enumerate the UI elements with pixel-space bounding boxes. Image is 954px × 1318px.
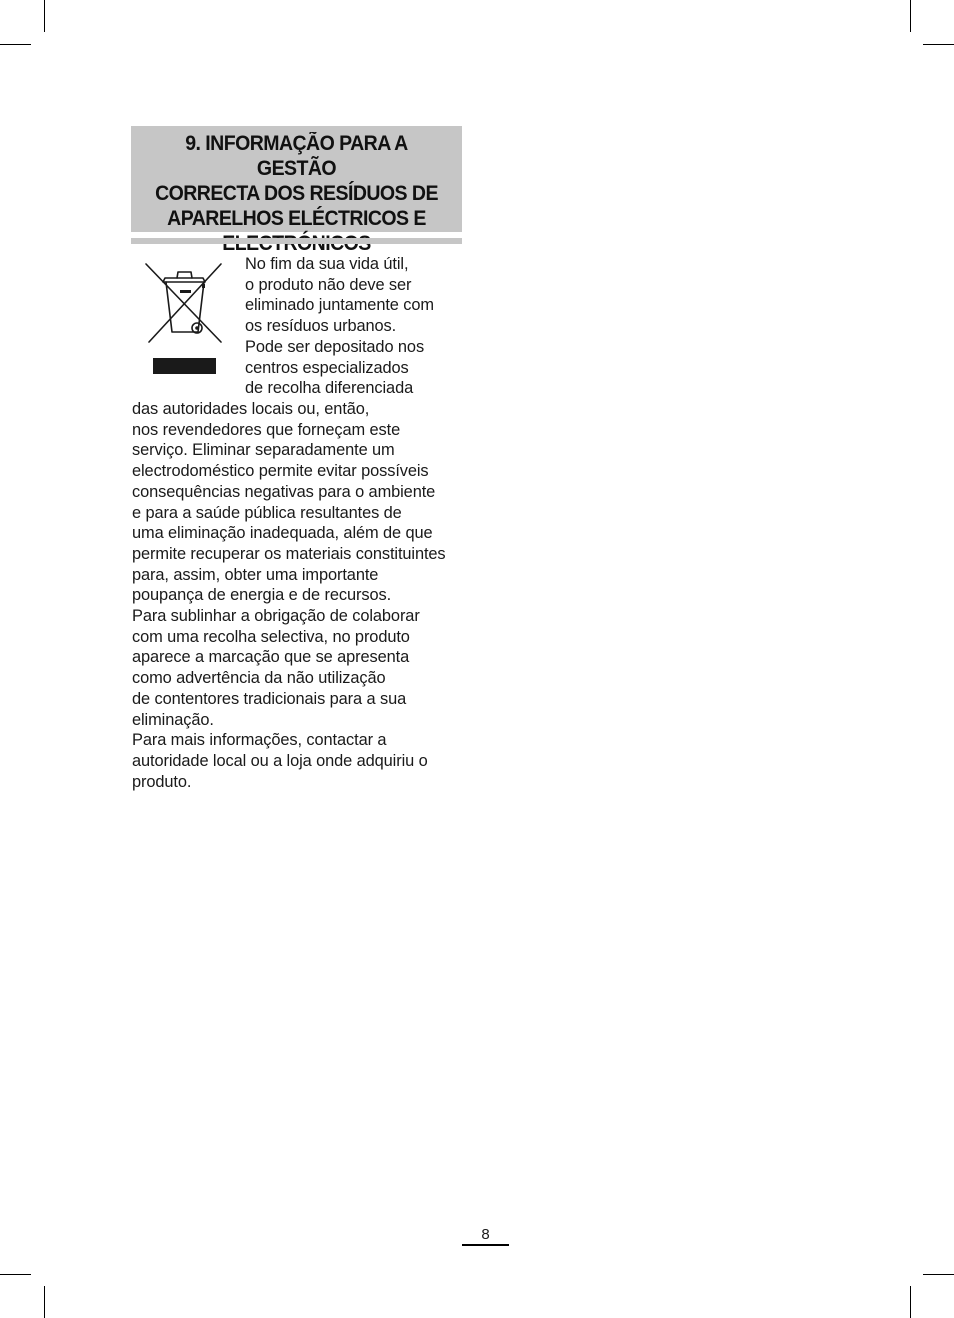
crossed-out-wheelie-bin-icon xyxy=(141,260,227,378)
crop-mark-top-right-horizontal xyxy=(923,44,954,45)
crop-mark-bottom-right-horizontal xyxy=(923,1274,954,1275)
crop-mark-bottom-right-vertical xyxy=(910,1286,911,1318)
page-number-underline xyxy=(462,1244,509,1246)
page-number: 8 xyxy=(481,1226,490,1243)
heading-divider xyxy=(131,238,462,244)
crop-mark-bottom-left-vertical xyxy=(44,1286,45,1318)
crop-mark-top-right-vertical xyxy=(910,0,911,32)
crop-mark-bottom-left-horizontal xyxy=(0,1274,31,1275)
crop-mark-top-left-vertical xyxy=(44,0,45,32)
crop-mark-top-left-horizontal xyxy=(0,44,31,45)
body-text-main: das autoridades locais ou, então, nos revendedores que forneçam este serviço. Eliminar separadamente um electrodoméstico permite evitar possíveis consequências negativas para o ambiente e para a saúde pública resultantes de uma eliminação inadequada, além de que permite recuperar os materiais constituintes para, assim, obter uma importante poupança de energia e de recursos. Para sublinhar a obrigação de colaborar com uma recolha selectiva, no produto aparece a marcação que se apresenta como advertência da não utilização de contentores tradicionais para a sua eliminação. Para mais informações, contactar a autoridade local ou a loja onde adquiriu o produto. xyxy=(132,400,446,791)
section-heading-box xyxy=(131,126,462,232)
body-text-beside-icon: No fim da sua vida útil, o produto não deve ser eliminado juntamente com os resíduos urbanos. Pode ser depositado nos centros especializados de recolha diferenciada xyxy=(245,255,434,398)
section-title: 9. INFORMAÇÃO PARA A GESTÃO CORRECTA DOS RESÍDUOS DE APARELHOS ELÉCTRICOS E xyxy=(155,132,438,230)
